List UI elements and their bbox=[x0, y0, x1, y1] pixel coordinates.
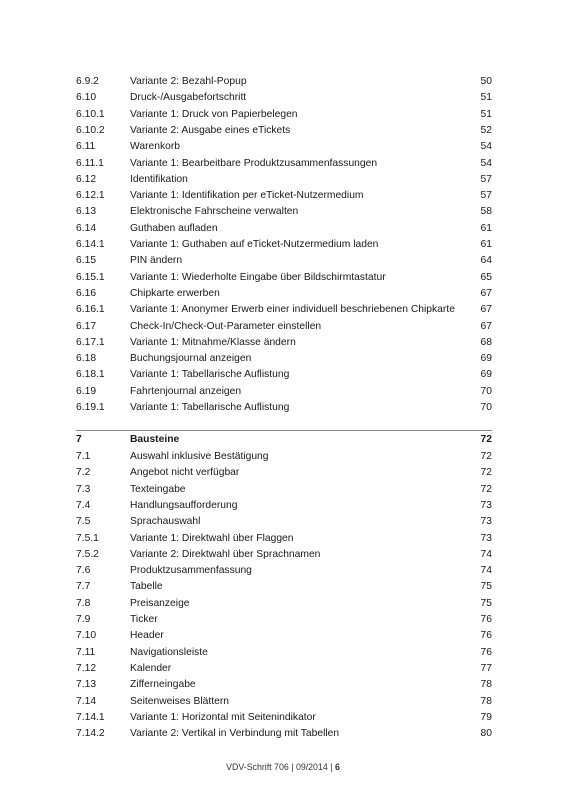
toc-entry-page: 54 bbox=[480, 157, 492, 169]
toc-entry-title: Guthaben aufladen bbox=[130, 222, 218, 234]
toc-entry-page: 70 bbox=[480, 402, 492, 413]
toc-heading-title: Bausteine bbox=[130, 434, 180, 445]
toc-entry-title: Variante 2: Vertikal in Verbindung mit Tabellen bbox=[130, 728, 340, 740]
toc-entry-title: Handlungsaufforderung bbox=[130, 499, 238, 511]
toc-entry-title: Variante 1: Mitnahme/Klasse ändern bbox=[130, 336, 296, 348]
toc-entry-num: 6.18.1 bbox=[76, 369, 105, 381]
toc-entry-title: PIN ändern bbox=[130, 255, 183, 267]
toc-entry-num: 7.5.2 bbox=[76, 548, 99, 560]
toc-entry[interactable] bbox=[76, 482, 492, 498]
toc-entry-page: 54 bbox=[480, 141, 492, 153]
toc-entry-num: 7.8 bbox=[76, 597, 91, 609]
toc-entry-page: 72 bbox=[480, 483, 492, 495]
toc-entry-title: Zifferneingabe bbox=[130, 679, 196, 691]
toc-entry-title: Chipkarte erwerben bbox=[130, 287, 220, 299]
toc-entry[interactable] bbox=[76, 677, 492, 693]
toc-entry[interactable] bbox=[76, 237, 492, 253]
toc-entry-title: Tabelle bbox=[130, 581, 163, 593]
toc-entry[interactable] bbox=[76, 694, 492, 710]
footer-document: VDV-Schrift 706 bbox=[226, 762, 289, 772]
toc-entry-num: 6.16 bbox=[76, 287, 97, 299]
toc-entry-num: 7.2 bbox=[76, 467, 91, 479]
toc-entry-page: 51 bbox=[480, 108, 492, 120]
toc-entry-page: 78 bbox=[480, 679, 492, 691]
toc-entry-page: 67 bbox=[480, 304, 492, 316]
toc-entry-num: 6.19.1 bbox=[76, 402, 105, 413]
toc-entry-num: 7.5 bbox=[76, 516, 91, 528]
toc-entry-page: 68 bbox=[480, 336, 492, 348]
toc-heading-page: 72 bbox=[480, 434, 492, 445]
toc-entry-num: 7.14.2 bbox=[76, 728, 105, 740]
toc-entry-num: 6.17 bbox=[76, 320, 97, 332]
toc-entry-title: Variante 1: Druck von Papierbelegen bbox=[130, 108, 298, 120]
toc-entry-page: 78 bbox=[480, 695, 492, 707]
toc-entry-title: Fahrtenjournal anzeigen bbox=[130, 385, 242, 397]
toc-entry-page: 72 bbox=[480, 451, 492, 462]
toc-entry[interactable] bbox=[76, 302, 492, 318]
toc-entry-page: 77 bbox=[480, 662, 492, 674]
toc-entry-title: Druck-/Ausgabefortschritt bbox=[130, 92, 247, 104]
toc-entry-num: 6.10.2 bbox=[76, 124, 105, 136]
toc-entry-title: Elektronische Fahrscheine verwalten bbox=[130, 206, 299, 218]
toc-entry-page: 74 bbox=[480, 565, 492, 577]
toc-entry-title: Ticker bbox=[130, 614, 158, 625]
toc-entry[interactable] bbox=[76, 221, 492, 237]
toc-entry-num: 6.18 bbox=[76, 353, 97, 365]
toc-entry-num: 6.12 bbox=[76, 173, 97, 185]
toc-entry[interactable] bbox=[76, 253, 492, 269]
toc-entry-page: 73 bbox=[480, 516, 492, 528]
toc-entry-num: 7.6 bbox=[76, 565, 91, 577]
toc-entry-num: 6.15.1 bbox=[76, 271, 105, 283]
page-footer: VDV-Schrift 706 | 09/2014 | 6 bbox=[226, 762, 340, 772]
toc-entry-title: Check-In/Check-Out-Parameter einstellen bbox=[130, 320, 322, 332]
toc-entry[interactable] bbox=[76, 270, 492, 286]
toc-entry-num: 7.10 bbox=[76, 630, 97, 642]
toc-entry-page: 64 bbox=[480, 255, 492, 267]
toc-entry-title: Variante 1: Bearbeitbare Produktzusammenfassungen bbox=[130, 157, 378, 169]
toc-entry-num: 7.1 bbox=[76, 451, 91, 462]
toc-entry-title: Seitenweises Blättern bbox=[130, 695, 230, 707]
toc-entry-num: 7.14 bbox=[76, 695, 97, 707]
toc-entry-page: 76 bbox=[480, 630, 492, 642]
toc-entry-title: Buchungsjournal anzeigen bbox=[130, 353, 252, 365]
toc-entry-num: 7.14.1 bbox=[76, 711, 105, 723]
toc-entry-page: 50 bbox=[480, 76, 492, 87]
toc-entry-num: 6.17.1 bbox=[76, 336, 105, 348]
toc-entry[interactable] bbox=[76, 400, 492, 416]
toc-entry-title: Header bbox=[130, 630, 164, 642]
toc-entry-page: 58 bbox=[480, 206, 492, 218]
toc-entry-num: 6.9.2 bbox=[76, 76, 99, 87]
toc-entry-page: 69 bbox=[480, 369, 492, 381]
toc-entry-page: 74 bbox=[480, 548, 492, 560]
toc-entry-num: 6.10.1 bbox=[76, 108, 105, 120]
toc-entry-page: 72 bbox=[480, 467, 492, 479]
footer-page-number: 6 bbox=[334, 762, 340, 772]
toc-entry-title: Variante 1: Identifikation per eTicket-Nutzermedium bbox=[130, 190, 364, 202]
toc-entry-num: 7.3 bbox=[76, 483, 91, 495]
toc-entry-title: Navigationsleiste bbox=[130, 646, 208, 658]
toc-entry-title: Auswahl inklusive Bestätigung bbox=[130, 451, 269, 462]
toc-entry[interactable] bbox=[76, 139, 492, 155]
toc-entry-title: Variante 1: Tabellarische Auflistung bbox=[130, 369, 290, 381]
toc-entry-page: 69 bbox=[480, 353, 492, 365]
toc-entry-page: 80 bbox=[480, 728, 492, 740]
toc-entry-num: 7.11 bbox=[76, 646, 96, 658]
toc-entry[interactable] bbox=[76, 319, 492, 335]
toc-heading-number: 7 bbox=[76, 434, 82, 445]
toc-entry-num: 6.14.1 bbox=[76, 239, 105, 250]
toc-entry-page: 65 bbox=[480, 271, 492, 283]
toc-heading-bausteine[interactable] bbox=[76, 432, 492, 448]
toc-entry-num: 6.16.1 bbox=[76, 304, 105, 316]
toc-entry[interactable] bbox=[76, 628, 492, 644]
toc-entry[interactable] bbox=[76, 661, 492, 677]
toc-entry-num: 6.15 bbox=[76, 255, 97, 267]
toc-entry-title: Variante 1: Anonymer Erwerb einer individuell beschriebenen Chipkarte bbox=[130, 304, 455, 316]
toc-entry-title: Sprachauswahl bbox=[130, 516, 201, 528]
toc-entry-title: Warenkorb bbox=[130, 141, 180, 153]
toc-entry[interactable] bbox=[76, 531, 492, 547]
toc-entry[interactable] bbox=[76, 449, 492, 465]
toc-entry-title: Variante 1: Wiederholte Eingabe über Bildschirmtastatur bbox=[130, 271, 386, 283]
toc-entry-title: Preisanzeige bbox=[130, 597, 190, 609]
toc-entry-page: 70 bbox=[480, 385, 492, 397]
toc-entry[interactable] bbox=[76, 156, 492, 172]
toc-entry[interactable] bbox=[76, 107, 492, 123]
toc-entry-num: 7.4 bbox=[76, 499, 91, 511]
toc-entry-num: 7.9 bbox=[76, 614, 91, 625]
toc-entry-title: Variante 1: Guthaben auf eTicket-Nutzermedium laden bbox=[130, 239, 379, 250]
toc-entry-num: 6.13 bbox=[76, 206, 97, 218]
toc-entry-page: 67 bbox=[480, 287, 492, 299]
toc-entry-num: 6.11.1 bbox=[76, 157, 104, 169]
toc-entry-title: Angebot nicht verfügbar bbox=[130, 467, 240, 479]
toc-entry-page: 76 bbox=[480, 614, 492, 625]
toc-entry-num: 7.7 bbox=[76, 581, 91, 593]
toc-entry-title: Produktzusammenfassung bbox=[130, 565, 252, 577]
toc-entry[interactable] bbox=[76, 335, 492, 351]
toc-entry[interactable] bbox=[76, 563, 492, 579]
toc-entry-page: 73 bbox=[480, 532, 492, 544]
toc-entry-num: 7.12 bbox=[76, 662, 97, 674]
toc-entry-page: 67 bbox=[480, 320, 492, 332]
toc-entry-title: Variante 2: Bezahl-Popup bbox=[130, 76, 247, 87]
toc-entry-page: 79 bbox=[480, 711, 492, 723]
toc-entry-num: 7.13 bbox=[76, 679, 97, 691]
toc-entry-title: Kalender bbox=[130, 662, 172, 674]
toc-entry[interactable] bbox=[76, 514, 492, 530]
toc-entry[interactable] bbox=[76, 172, 492, 188]
toc-entry[interactable] bbox=[76, 384, 492, 400]
toc-entry-page: 61 bbox=[480, 222, 492, 234]
toc-entry-title: Identifikation bbox=[130, 173, 188, 185]
toc-entry[interactable] bbox=[76, 123, 492, 139]
toc-entry-title: Variante 1: Tabellarische Auflistung bbox=[130, 402, 290, 413]
toc-entry-num: 6.12.1 bbox=[76, 190, 105, 202]
toc-entry-title: Variante 2: Direktwahl über Sprachnamen bbox=[130, 548, 321, 560]
toc-entry[interactable] bbox=[76, 710, 492, 726]
toc-entry-title: Variante 2: Ausgabe eines eTickets bbox=[130, 124, 291, 136]
toc-entry[interactable] bbox=[76, 188, 492, 204]
toc-entry-title: Variante 1: Direktwahl über Flaggen bbox=[130, 532, 294, 544]
toc-entry[interactable] bbox=[76, 367, 492, 383]
toc-entry-page: 75 bbox=[480, 597, 492, 609]
toc-entry[interactable] bbox=[76, 465, 492, 481]
toc-entry-page: 57 bbox=[480, 190, 492, 202]
toc-entry-num: 6.14 bbox=[76, 222, 97, 234]
toc-entry-page: 52 bbox=[480, 124, 492, 136]
section-divider bbox=[76, 430, 492, 431]
toc-entry-num: 6.11 bbox=[76, 141, 96, 153]
toc-entry-title: Texteingabe bbox=[130, 483, 186, 495]
toc-entry[interactable] bbox=[76, 90, 492, 106]
toc-entry-page: 51 bbox=[480, 92, 492, 104]
toc-entry-page: 61 bbox=[480, 239, 492, 250]
toc-entry-title: Variante 1: Horizontal mit Seitenindikator bbox=[130, 711, 316, 723]
toc-entry-num: 7.5.1 bbox=[76, 532, 99, 544]
toc-entry-page: 73 bbox=[480, 499, 492, 511]
toc-entry[interactable] bbox=[76, 286, 492, 302]
toc-entry[interactable] bbox=[76, 612, 492, 628]
toc-entry-num: 6.10 bbox=[76, 92, 97, 104]
toc-entry[interactable] bbox=[76, 645, 492, 661]
toc-entry[interactable] bbox=[76, 498, 492, 514]
footer-date: 09/2014 bbox=[295, 762, 328, 772]
toc-entry[interactable] bbox=[76, 204, 492, 220]
toc-entry[interactable] bbox=[76, 596, 492, 612]
toc-entry-page: 57 bbox=[480, 173, 492, 185]
toc-entry[interactable] bbox=[76, 579, 492, 595]
toc-entry[interactable] bbox=[76, 726, 492, 742]
toc-entry[interactable] bbox=[76, 351, 492, 367]
toc-entry-page: 76 bbox=[480, 646, 492, 658]
toc-entry-num: 6.19 bbox=[76, 385, 97, 397]
toc-entry[interactable] bbox=[76, 74, 492, 90]
toc-entry-page: 75 bbox=[480, 581, 492, 593]
toc-entry[interactable] bbox=[76, 547, 492, 563]
